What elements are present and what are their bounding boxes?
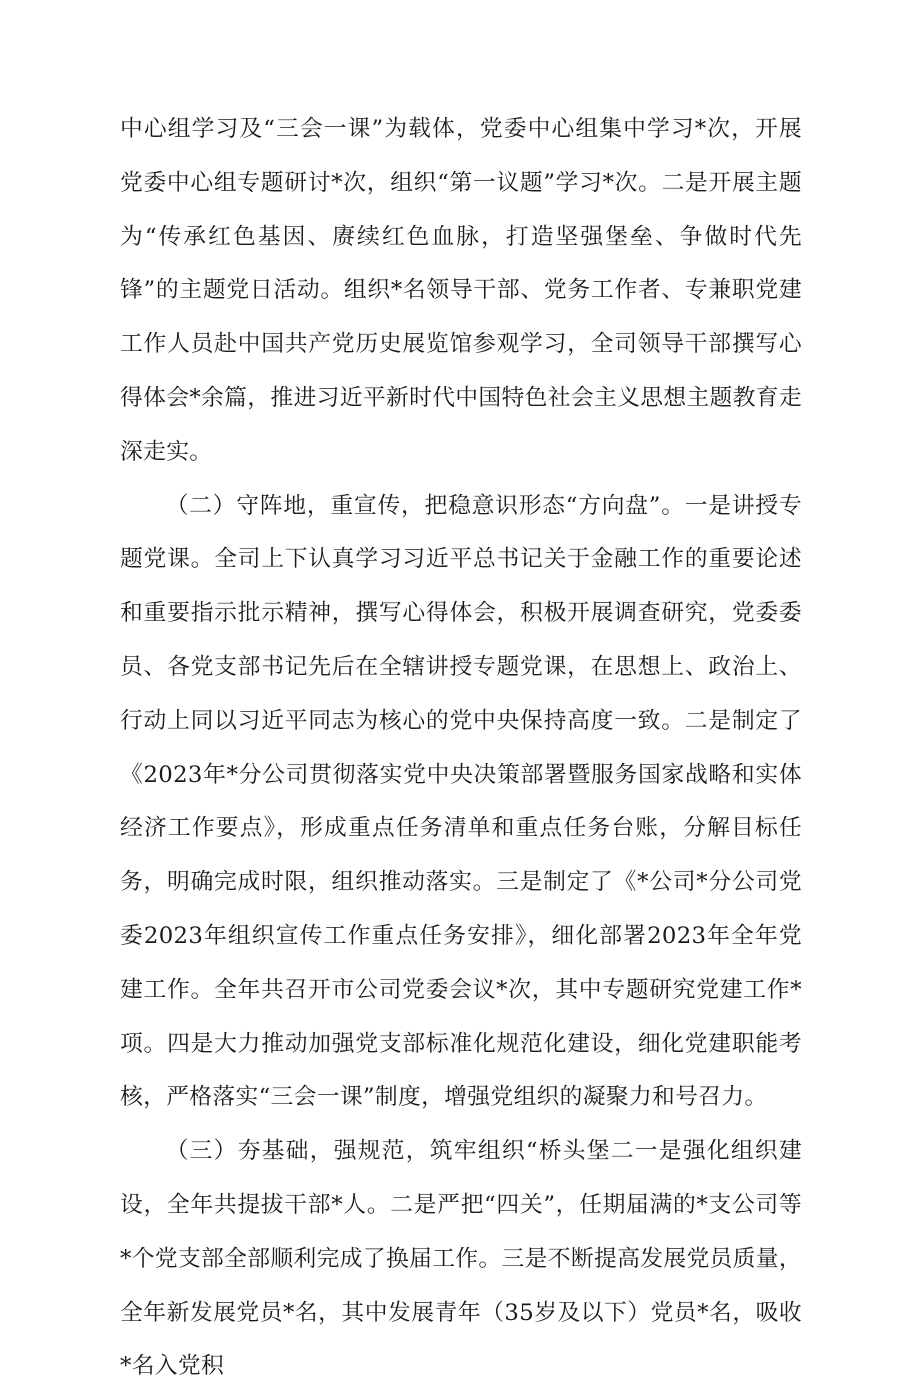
paragraph-section-3: （三）夯基础，强规范，筑牢组织“桥头堡二一是强化组织建设，全年共提拔干部*人。二是严把“四关”，任期届满的*支公司等*个党支部全部顺利完成了换届工作。三是不断提高发展党员质量，全年新发展党员*名，其中发展青年（35岁及以下）党员*名，吸收*名入党积 [120,1138,802,1380]
paragraph-continuation: 中心组学习及“三会一课”为载体，党委中心组集中学习*次，开展党委中心组专题研讨*次，组织“第一议题”学习*次。二是开展主题为“传承红色基因、赓续红色血脉，打造坚强堡垒、争做时代先锋”的主题党日活动。组织*名领导干部、党务工作者、专兼职党建工作人员赴中国共产党历史展览馆参观学习，全司领导干部撰写心得体会*余篇，推进习近平新时代中国特色社会主义思想主题教育走深走实。 [120,116,802,465]
document-body [120,103,802,1394]
paragraph-section-2: （二）守阵地，重宣传，把稳意识形态“方向盘”。一是讲授专题党课。全司上下认真学习习近平总书记关于金融工作的重要论述和重要指示批示精神，撰写心得体会，积极开展调查研究，党委委员、各党支部书记先后在全辖讲授专题党课，在思想上、政治上、行动上同以习近平同志为核心的党中央保持高度一致。二是制定了《2023年*分公司贯彻落实党中央决策部署暨服务国家战略和实体经济工作要点》，形成重点任务清单和重点任务台账，分解目标任务，明确完成时限，组织推动落实。三是制定了《*公司*分公司党委2023年组织宣传工作重点任务安排》，细化部署2023年全年党建工作。全年共召开市公司党委会议*次，其中专题研究党建工作*项。四是大力推动加强党支部标准化规范化建设，细化党建职能考核，严格落实“三会一课”制度，增强党组织的凝聚力和号召力。 [120,492,802,1111]
